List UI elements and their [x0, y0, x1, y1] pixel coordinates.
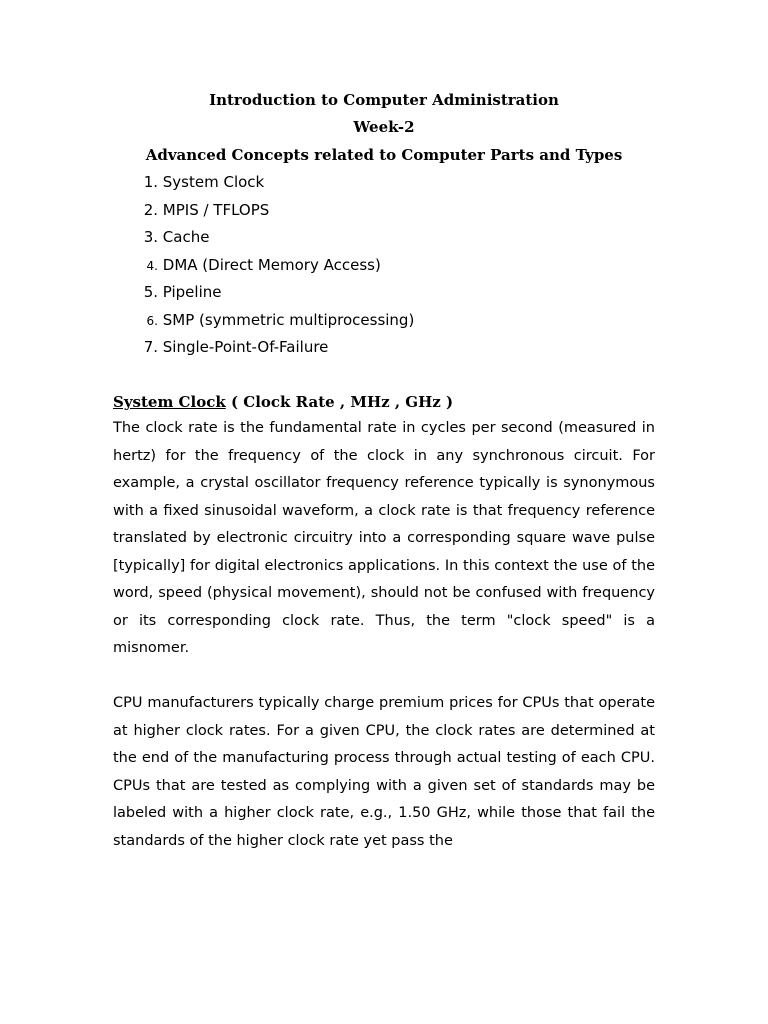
topic-label: System Clock — [162, 173, 265, 191]
section-heading — [113, 392, 453, 412]
topic-number: 1. — [143, 173, 158, 191]
topic-item — [120, 280, 414, 308]
section-heading-link: System Clock — [113, 393, 226, 411]
week-label: Week-2 — [353, 118, 415, 136]
topic-label: DMA (Direct Memory Access) — [162, 255, 381, 274]
section-heading-rest: ( Clock Rate , MHz , GHz ) — [225, 393, 454, 411]
topic-number: 6. — [146, 313, 158, 328]
topic-number: 4. — [146, 258, 158, 273]
topic-number: 5. — [143, 283, 158, 301]
paragraph-cpu-manufacturers: CPU manufacturers typically charge premium prices for CPUs that operate at higher clock rates. For a given CPU, the clock rates are determined at the end of the manufacturing process through actual testing of each CPU. CPUs that are tested as complying with a given set of standards may be labeled with a higher clock rate, e.g., 1.50 GHz, while those that fail the standards of the higher clock rate yet pass the — [113, 695, 655, 849]
document-subtitle: Advanced Concepts related to Computer Parts and Types — [145, 146, 623, 164]
topic-label: MPIS / TFLOPS — [162, 200, 270, 219]
topic-number: 2. — [143, 200, 158, 219]
topic-number: 3. — [143, 228, 158, 246]
topic-item — [120, 335, 414, 363]
topic-label: Pipeline — [162, 283, 222, 301]
topic-label: Cache — [162, 228, 210, 246]
topic-item — [120, 308, 414, 336]
topic-label: Single-Point-Of-Failure — [162, 338, 329, 356]
topic-item — [120, 225, 414, 253]
topic-item — [120, 198, 414, 226]
topic-label: SMP (symmetric multiprocessing) — [162, 310, 415, 329]
topic-item — [120, 170, 414, 198]
paragraph-clock-rate: The clock rate is the fundamental rate in cycles per second (measured in hertz) for the frequency of the clock in any synchronous circuit. For example, a crystal oscillator frequency reference typically is synonymous with a fixed sinusoidal waveform, a clock rate is that frequency reference translated by electronic circuitry into a corresponding square wave pulse [typically] for digital electronics applications. In this context the use of the word, speed (physical movement), should not be confused with frequency or its corresponding clock rate. Thus, the term "clock speed" is a misnomer. — [113, 420, 655, 656]
document-title: Introduction to Computer Administration — [209, 91, 559, 109]
topic-item — [120, 253, 414, 281]
topic-list — [120, 170, 414, 363]
topic-number: 7. — [143, 338, 158, 356]
